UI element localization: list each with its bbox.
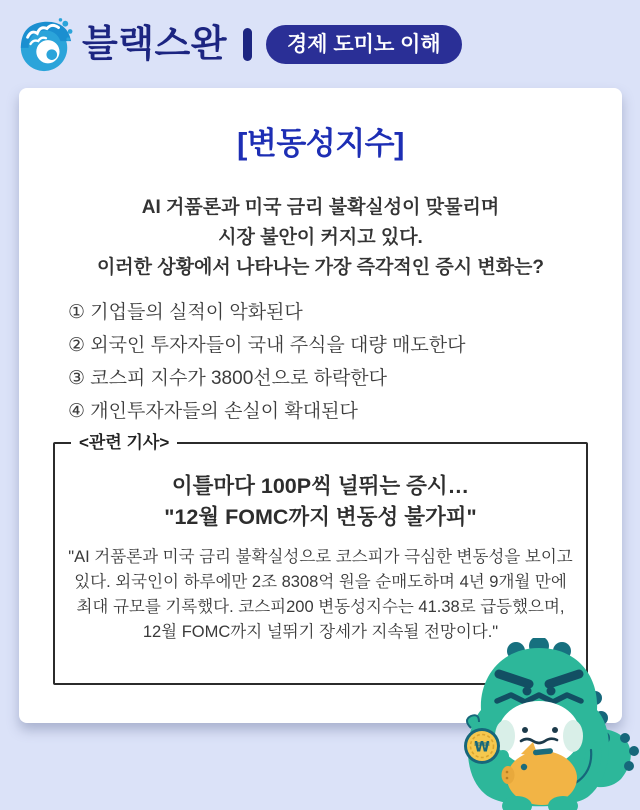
question-line-1: AI 거품론과 미국 금리 불확실성이 맞물리며 (141, 197, 500, 218)
dino-mascot (441, 638, 640, 810)
question-text (19, 193, 622, 283)
question-line-2: 시장 불안이 커지고 있다. (218, 227, 423, 248)
option-4: ④ 개인투자자들의 손실이 확대된다 (68, 401, 358, 422)
question-line-3: 이러한 상황에서 나타나는 가장 즉각적인 증시 변화는? (96, 257, 545, 278)
header (16, 12, 624, 76)
article-headline-line-2: "12월 FOMC까지 변동성 불가피" (164, 505, 477, 529)
svg-text:₩: ₩ (474, 739, 490, 756)
quiz-card (19, 88, 622, 723)
won-coin (464, 728, 500, 764)
options-list (68, 296, 622, 428)
option-2: ② 외국인 투자자들이 국내 주식을 대량 매도한다 (68, 335, 466, 356)
wave-icon (16, 15, 74, 73)
option-1: ① 기업들의 실적이 악화된다 (68, 302, 303, 323)
article-body: "AI 거품론과 미국 금리 불확실성으로 코스피가 극심한 변동성을 보이고 있다. 외국인이 하루에만 2조 8308억 원을 순매도하며 4년 9개월 만에 최대 규모를 기록했다. 코스피200 변동성지수는 41.38로 급등했으며, 12월 FOMC까지 널뛰기 장세가 지속될 전망이다." (68, 548, 573, 641)
related-article-label: <관련 기사> (71, 432, 177, 454)
article-headline (55, 471, 586, 533)
brand-logo-text: 블랙스완 (82, 23, 227, 64)
option-3: ③ 코스피 지수가 3800선으로 하락한다 (68, 368, 388, 389)
card-title: [변동성지수] (237, 126, 404, 161)
logo-divider (243, 28, 252, 61)
topic-badge: 경제 도미노 이해 (266, 25, 462, 64)
article-headline-line-1: 이틀마다 100P씩 널뛰는 증시… (171, 474, 470, 498)
